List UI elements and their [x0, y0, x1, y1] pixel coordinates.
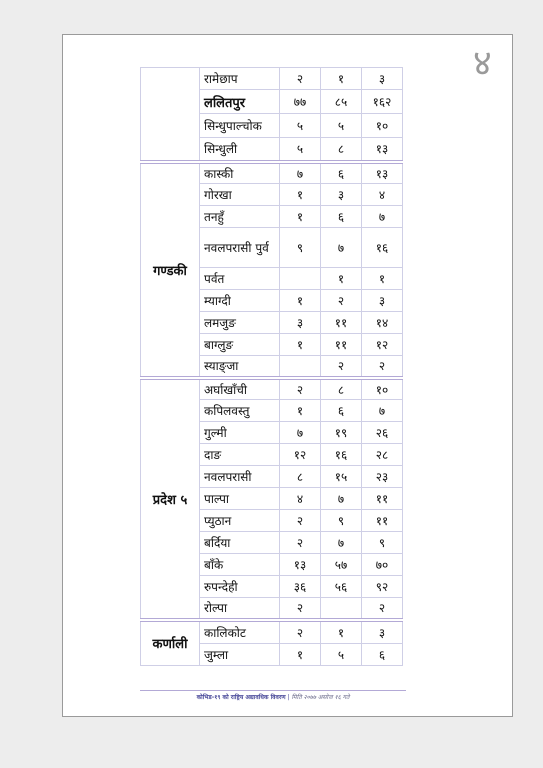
count-cell: ९ — [362, 532, 403, 554]
count-cell: १ — [280, 206, 321, 228]
count-cell: १० — [362, 378, 403, 400]
count-cell: १ — [280, 290, 321, 312]
count-cell: ६ — [321, 206, 362, 228]
count-cell: ५ — [280, 114, 321, 138]
count-cell: ७ — [362, 206, 403, 228]
province-cell: प्रदेश ५ — [141, 378, 200, 620]
count-cell: ७ — [280, 162, 321, 184]
count-cell: १६ — [362, 228, 403, 268]
footer-title: कोभिड-१९ को राष्ट्रिय अद्यावधिक विवरण — [196, 694, 286, 701]
district-cell: नवलपरासी — [200, 466, 280, 488]
count-cell: १६ — [321, 444, 362, 466]
table-row — [141, 378, 403, 400]
count-cell: ५६ — [321, 576, 362, 598]
count-cell: ९ — [280, 228, 321, 268]
district-cell: सिन्धुली — [200, 138, 280, 162]
district-cell: ललितपुर — [200, 90, 280, 114]
count-cell: ३ — [280, 312, 321, 334]
count-cell: २ — [280, 598, 321, 620]
district-cell: बाग्लुङ — [200, 334, 280, 356]
count-cell: ९ — [321, 510, 362, 532]
count-cell: ६ — [321, 400, 362, 422]
count-cell: ३ — [362, 290, 403, 312]
district-cell: अर्घाखाँची — [200, 378, 280, 400]
count-cell: ८ — [321, 138, 362, 162]
table-row — [141, 620, 403, 644]
province-cell — [141, 68, 200, 162]
province-cell: गण्डकी — [141, 162, 200, 378]
count-cell: २३ — [362, 466, 403, 488]
count-cell: २ — [321, 290, 362, 312]
count-cell: ९२ — [362, 576, 403, 598]
count-cell: १६२ — [362, 90, 403, 114]
count-cell: ३ — [362, 68, 403, 90]
count-cell: १३ — [280, 554, 321, 576]
district-cell: बर्दिया — [200, 532, 280, 554]
table-row — [141, 162, 403, 184]
district-cases-table — [140, 67, 403, 666]
count-cell: ७ — [280, 422, 321, 444]
count-cell: ७ — [321, 532, 362, 554]
count-cell: ११ — [362, 510, 403, 532]
count-cell: १ — [280, 334, 321, 356]
count-cell: ४ — [280, 488, 321, 510]
district-cell: बाँके — [200, 554, 280, 576]
footer-separator: | — [287, 694, 290, 701]
count-cell: १ — [321, 620, 362, 644]
district-cell: जुम्ला — [200, 644, 280, 666]
count-cell: १२ — [280, 444, 321, 466]
district-cell: प्युठान — [200, 510, 280, 532]
count-cell: १ — [280, 184, 321, 206]
table-body — [141, 68, 403, 666]
district-cell: पर्वत — [200, 268, 280, 290]
count-cell: ३ — [362, 620, 403, 644]
count-cell — [280, 268, 321, 290]
count-cell: ७ — [321, 228, 362, 268]
count-cell: ७७ — [280, 90, 321, 114]
count-cell: १ — [280, 400, 321, 422]
count-cell: ८ — [321, 378, 362, 400]
count-cell: १२ — [362, 334, 403, 356]
count-cell: २६ — [362, 422, 403, 444]
district-cell: नवलपरासी पुर्व — [200, 228, 280, 268]
count-cell: २ — [321, 356, 362, 378]
count-cell: १ — [321, 268, 362, 290]
district-cell: रुपन्देही — [200, 576, 280, 598]
count-cell: ५ — [321, 114, 362, 138]
count-cell: १५ — [321, 466, 362, 488]
count-cell: ११ — [321, 312, 362, 334]
count-cell: ३६ — [280, 576, 321, 598]
count-cell: १ — [280, 644, 321, 666]
count-cell: ५ — [321, 644, 362, 666]
count-cell: ५७ — [321, 554, 362, 576]
count-cell: १ — [321, 68, 362, 90]
count-cell: २ — [280, 532, 321, 554]
district-cell: रोल्पा — [200, 598, 280, 620]
count-cell: ३ — [321, 184, 362, 206]
district-cell: दाङ — [200, 444, 280, 466]
count-cell: ६ — [362, 644, 403, 666]
province-cell: कर्णाली — [141, 620, 200, 666]
count-cell: २ — [362, 598, 403, 620]
page-number: ४ — [473, 43, 492, 84]
count-cell: १३ — [362, 138, 403, 162]
district-cell: सिन्धुपाल्चोक — [200, 114, 280, 138]
count-cell — [321, 598, 362, 620]
district-cell: गोरखा — [200, 184, 280, 206]
count-cell: १३ — [362, 162, 403, 184]
count-cell: १९ — [321, 422, 362, 444]
count-cell: ७० — [362, 554, 403, 576]
footer-date: मिति २०७७ असोज १६ गते — [291, 694, 350, 701]
count-cell: ८५ — [321, 90, 362, 114]
count-cell: ११ — [321, 334, 362, 356]
district-cell: कपिलवस्तु — [200, 400, 280, 422]
count-cell: ७ — [321, 488, 362, 510]
count-cell: २ — [280, 510, 321, 532]
count-cell: ८ — [280, 466, 321, 488]
district-cell: म्याग्दी — [200, 290, 280, 312]
district-cell: गुल्मी — [200, 422, 280, 444]
page-footer — [140, 690, 406, 701]
count-cell: १ — [362, 268, 403, 290]
district-cell: कास्की — [200, 162, 280, 184]
count-cell: २ — [362, 356, 403, 378]
district-cell: पाल्पा — [200, 488, 280, 510]
district-cell: कालिकोट — [200, 620, 280, 644]
count-cell: ६ — [321, 162, 362, 184]
count-cell: २ — [280, 378, 321, 400]
count-cell — [280, 356, 321, 378]
count-cell: २८ — [362, 444, 403, 466]
count-cell: २ — [280, 620, 321, 644]
count-cell: ७ — [362, 400, 403, 422]
district-cell: स्याङ्जा — [200, 356, 280, 378]
count-cell: ११ — [362, 488, 403, 510]
count-cell: ५ — [280, 138, 321, 162]
count-cell: २ — [280, 68, 321, 90]
table-row — [141, 68, 403, 90]
district-cell: लमजुङ — [200, 312, 280, 334]
district-cell: रामेछाप — [200, 68, 280, 90]
count-cell: ४ — [362, 184, 403, 206]
count-cell: १४ — [362, 312, 403, 334]
district-cell: तनहुँ — [200, 206, 280, 228]
count-cell: १० — [362, 114, 403, 138]
